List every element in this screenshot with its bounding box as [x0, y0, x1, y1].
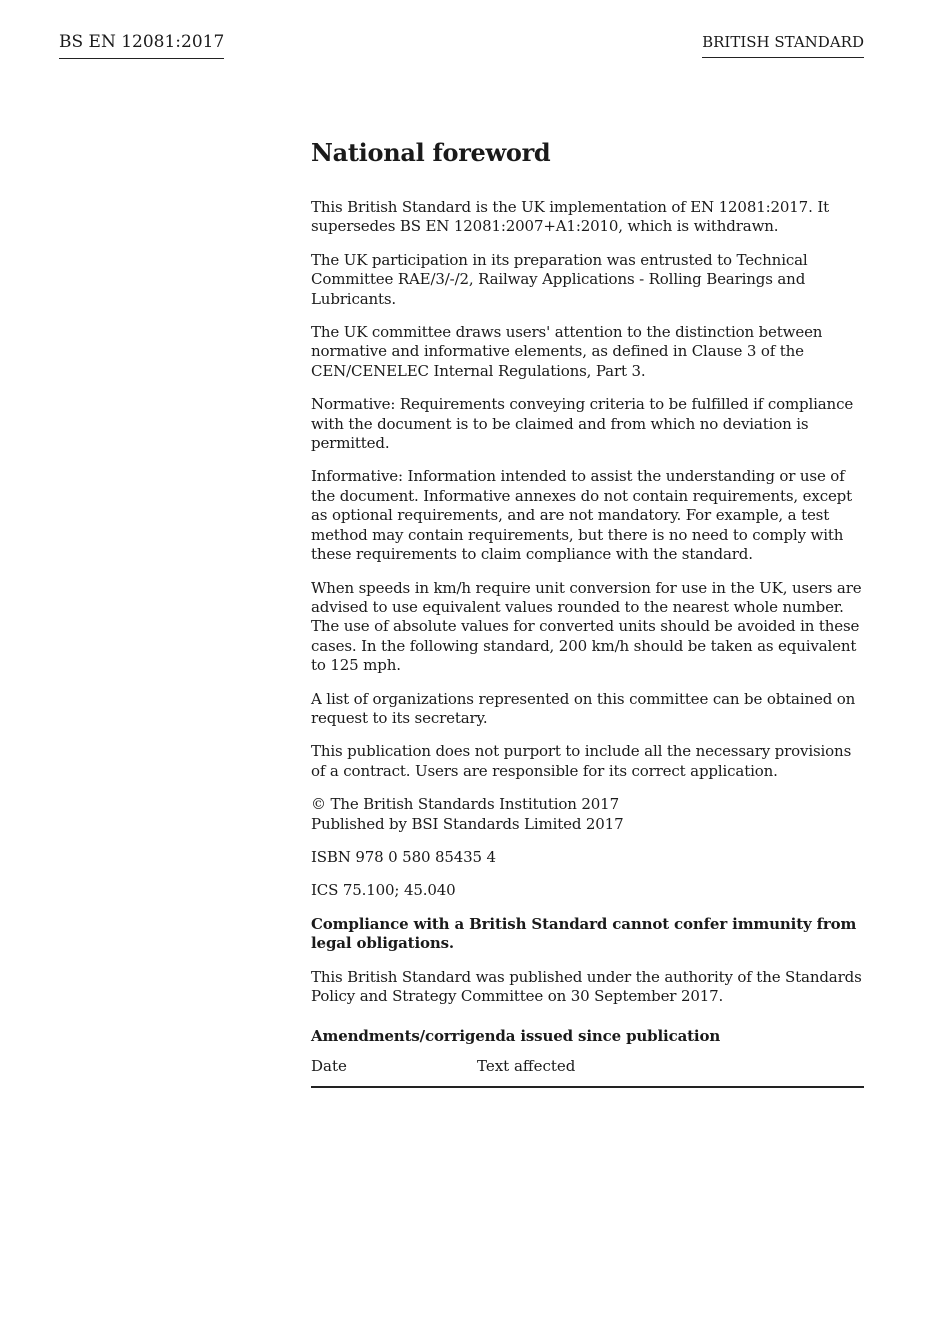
amendments-date-header: Date — [311, 1057, 347, 1076]
paragraph-informative: Informative: Information intended to assist the understanding or use of the document. Informative annexes do not contain requirements, except as optional requirements, and are not mandatory. For example, a test method may contain requirements, but there is no need to comply with these requirements to claim compliance with the standard. — [311, 467, 852, 564]
paragraph-unit-conversion: When speeds in km/h require unit conversion for use in the UK, users are advised to use equivalent values rounded to the nearest whole number. The use of absolute values for converted units should be avoided in these cases. In the following standard, 200 km/h should be taken as equivalent to 125 mph. — [311, 578, 862, 675]
paragraph-organizations: A list of organizations represented on this committee can be obtained on request to its secretary. — [311, 689, 856, 727]
copyright-block — [311, 795, 864, 834]
publisher-line: Published by BSI Standards Limited 2017 — [311, 814, 624, 833]
copyright-line: © The British Standards Institution 2017 — [311, 795, 619, 814]
paragraph-participation: The UK participation in its preparation was entrusted to Technical Committee RAE/3/-/2, Railway Applications - Rolling Bearings and Lubricants. — [311, 250, 808, 308]
amendments-table — [311, 1056, 864, 1088]
paragraph-normative: Normative: Requirements conveying criteria to be fulfilled if compliance with the document is to be claimed and from which no deviation is permitted. — [311, 395, 854, 453]
document-type-label: BRITISH STANDARD — [702, 32, 864, 58]
document-code: BS EN 12081:2017 — [59, 31, 224, 59]
page-title: National foreword — [311, 138, 551, 167]
paragraph-provisions: This publication does not purport to include all the necessary provisions of a contract. Users are responsible for its correct application. — [311, 742, 852, 780]
authority-statement: This British Standard was published under the authority of the Standards Policy and Strategy Committee on 30 September 2017. — [311, 967, 862, 1005]
paragraph-implementation: This British Standard is the UK implementation of EN 12081:2017. It supersedes BS EN 12081:2007+A1:2010, which is withdrawn. — [311, 198, 829, 236]
compliance-notice: Compliance with a British Standard cannot confer immunity from legal obligations. — [311, 914, 857, 953]
foreword-content — [311, 138, 864, 1088]
amendments-text-header: Text affected — [477, 1057, 576, 1076]
isbn: ISBN 978 0 580 85435 4 — [311, 847, 496, 866]
ics-codes: ICS 75.100; 45.040 — [311, 881, 456, 900]
amendments-title: Amendments/corrigenda issued since publication — [311, 1027, 721, 1046]
paragraph-distinction: The UK committee draws users' attention to the distinction between normative and informative elements, as defined in Clause 3 of the CEN/CENELEC Internal Regulations, Part 3. — [311, 323, 823, 380]
